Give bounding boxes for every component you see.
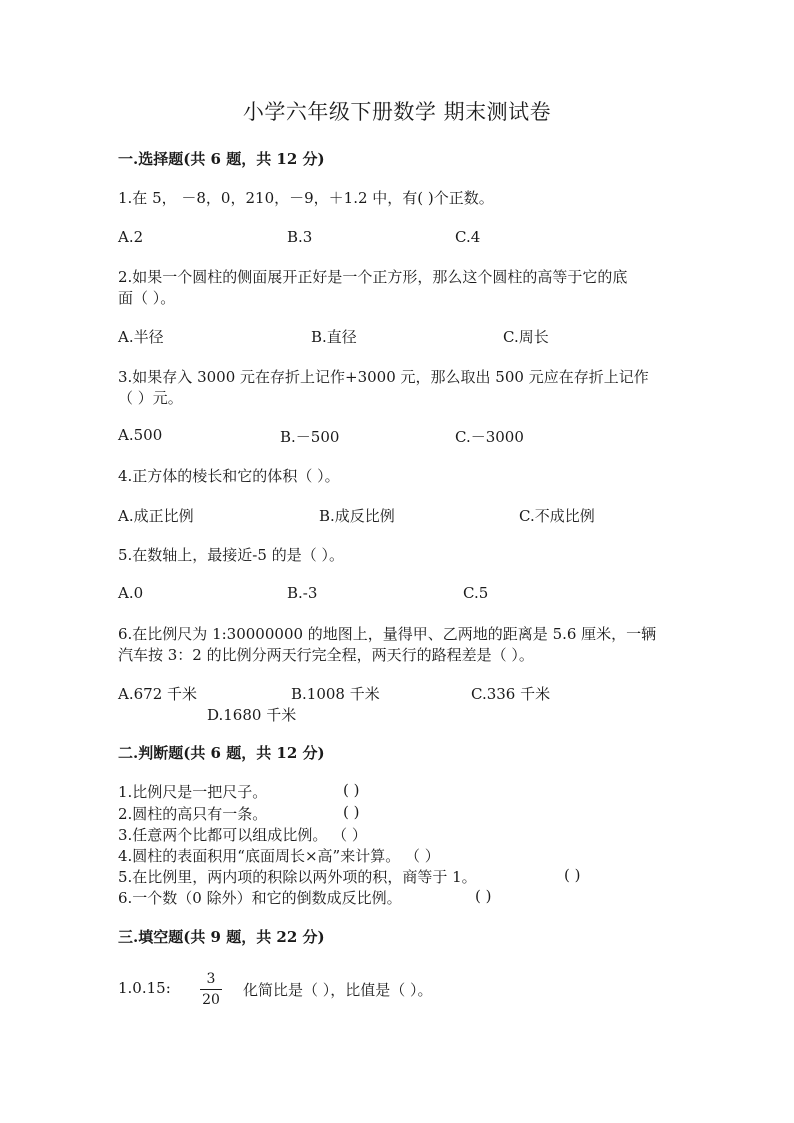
fraction bbox=[198, 970, 224, 1009]
question-1: 1.在 5， －8，0，210，－9，＋1.2 中，有( )个正数。 bbox=[118, 189, 494, 207]
option-b: B.直径 bbox=[311, 328, 357, 346]
option-a: A.成正比例 bbox=[118, 507, 194, 525]
answer-paren: ( ) bbox=[564, 866, 581, 884]
section-heading-choice: 一.选择题(共 6 题，共 12 分) bbox=[118, 150, 325, 168]
answer-paren: ( ) bbox=[475, 887, 492, 905]
fraction-bar bbox=[200, 989, 222, 990]
option-c: C.336 千米 bbox=[471, 685, 551, 703]
option-c: C.周长 bbox=[503, 328, 549, 346]
judgment-text: 2.圆柱的高只有一条。 bbox=[118, 805, 268, 823]
option-b: B.成反比例 bbox=[319, 507, 395, 525]
option-b: B.1008 千米 bbox=[291, 685, 380, 703]
option-a: A.半径 bbox=[118, 328, 164, 346]
page-title: 小学六年级下册数学 期末测试卷 bbox=[242, 100, 552, 124]
option-b: B.3 bbox=[287, 228, 313, 246]
judgment-item-5 bbox=[118, 866, 477, 887]
judgment-item-4 bbox=[118, 845, 440, 866]
judgment-text: 5.在比例里，两内项的积除以两外项的积，商等于 1。 bbox=[118, 868, 477, 886]
question-2-line-2: 面（ ）。 bbox=[118, 289, 176, 307]
judgment-text: 6.一个数（0 除外）和它的倒数成反比例。 bbox=[118, 889, 402, 907]
option-a: A.500 bbox=[118, 426, 163, 444]
question-6-line-2: 汽车按 3：2 的比例分两天行完全程，两天行的路程差是（ ）。 bbox=[118, 646, 534, 664]
question-2: 2.如果一个圆柱的侧面展开正好是一个正方形，那么这个圆柱的高等于它的底 bbox=[118, 268, 628, 286]
judgment-item-3 bbox=[118, 824, 367, 845]
fill-question-1-suffix: 化简比是（ ），比值是（ ）。 bbox=[243, 981, 433, 999]
judgment-item-2 bbox=[118, 803, 267, 824]
section-heading-fill: 三.填空题(共 9 题，共 22 分) bbox=[118, 928, 325, 946]
option-c: C.－3000 bbox=[455, 428, 524, 446]
section-heading-judgment: 二.判断题(共 6 题，共 12 分) bbox=[118, 744, 325, 762]
option-b: B.-3 bbox=[287, 584, 318, 602]
judgment-text: 4.圆柱的表面积用“底面周长×高”来计算。 bbox=[118, 847, 401, 865]
question-3-line-2: （ ）元。 bbox=[118, 389, 183, 407]
answer-paren: ( ) bbox=[343, 803, 360, 821]
option-a: A.672 千米 bbox=[118, 685, 197, 703]
answer-paren: （ ） bbox=[405, 847, 440, 865]
fraction-denominator: 20 bbox=[202, 992, 220, 1008]
option-a: A.0 bbox=[118, 584, 144, 602]
option-b: B.－500 bbox=[280, 428, 340, 446]
judgment-item-6 bbox=[118, 887, 402, 908]
answer-paren: （ ） bbox=[332, 826, 367, 844]
fill-question-1-prefix: 1.0.15: bbox=[118, 979, 171, 997]
option-c: C.5 bbox=[463, 584, 489, 602]
option-d: D.1680 千米 bbox=[207, 706, 297, 724]
option-c: C.不成比例 bbox=[519, 507, 595, 525]
option-c: C.4 bbox=[455, 228, 481, 246]
judgment-text: 1.比例尺是一把尺子。 bbox=[118, 783, 268, 801]
option-a: A.2 bbox=[118, 228, 144, 246]
question-5: 5.在数轴上，最接近-5 的是（ ）。 bbox=[118, 546, 344, 564]
question-6: 6.在比例尺为 1:30000000 的地图上，量得甲、乙两地的距离是 5.6 厘米，一辆 bbox=[118, 625, 657, 643]
answer-paren: ( ) bbox=[343, 781, 360, 799]
judgment-item-1 bbox=[118, 781, 267, 802]
judgment-text: 3.任意两个比都可以组成比例。 bbox=[118, 826, 328, 844]
question-4: 4.正方体的棱长和它的体积（ ）。 bbox=[118, 467, 340, 485]
question-3: 3.如果存入 3000 元在存折上记作+3000 元，那么取出 500 元应在存折上记作 bbox=[118, 368, 649, 386]
fraction-numerator: 3 bbox=[206, 971, 216, 987]
